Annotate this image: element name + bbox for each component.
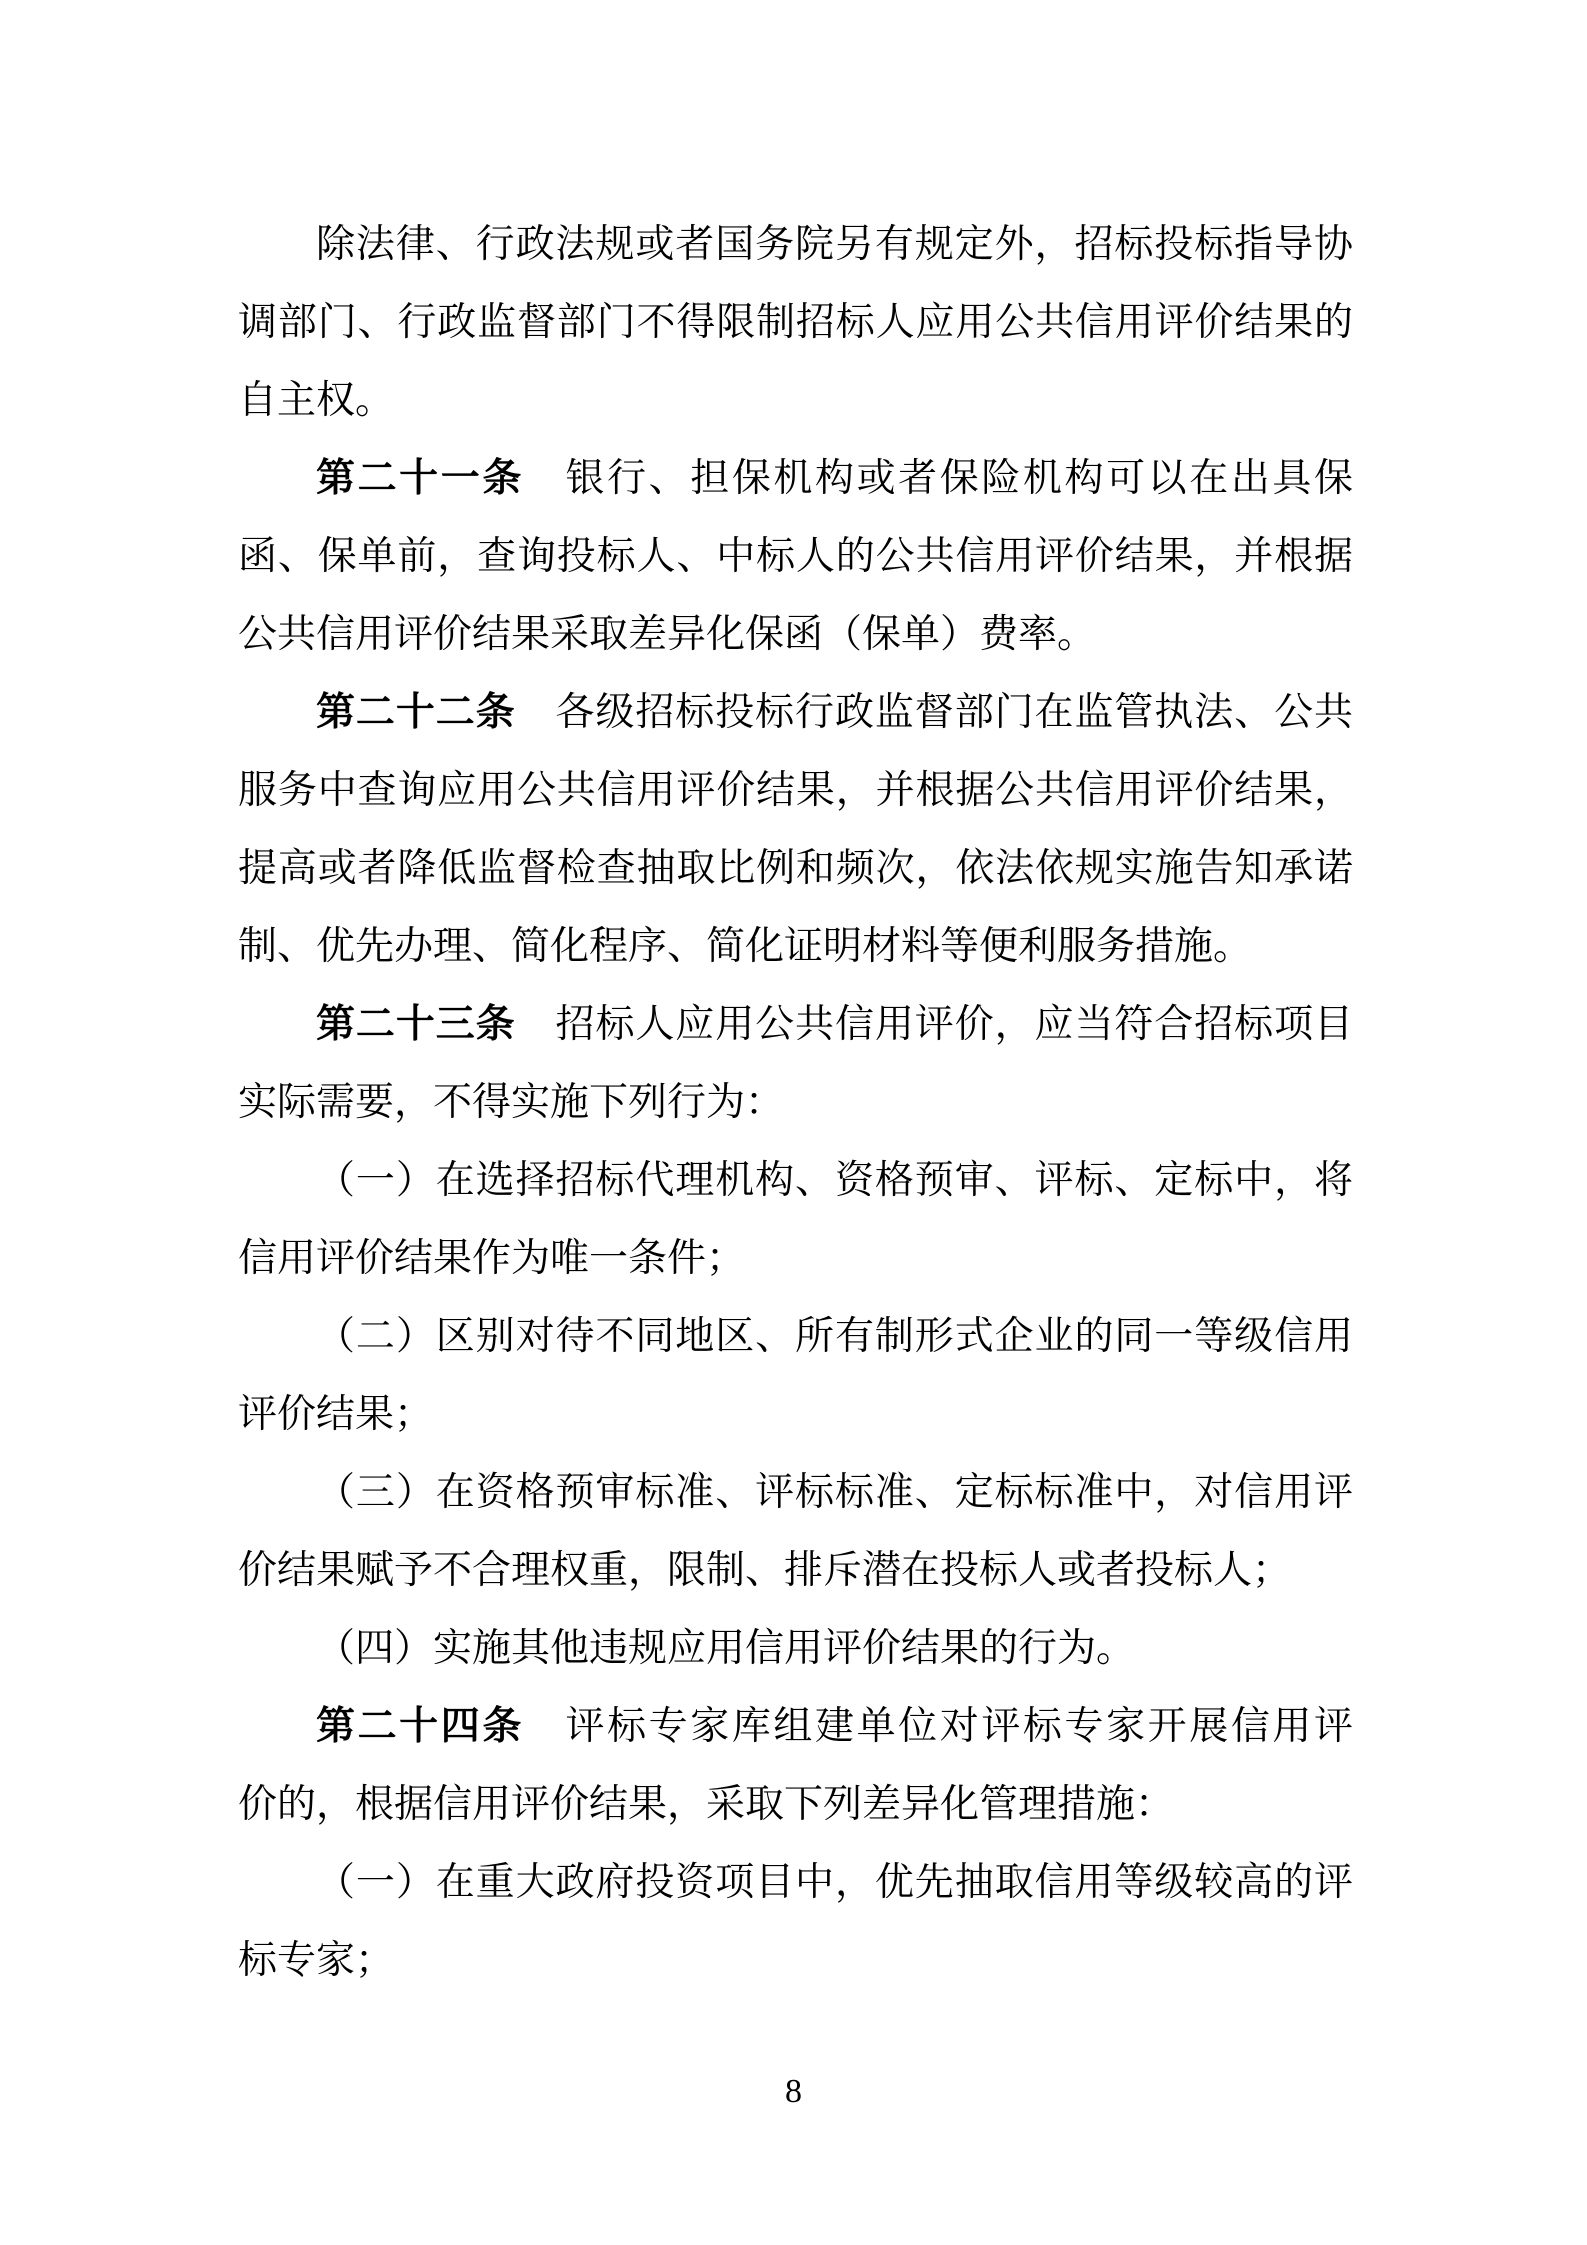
- text-line: [238, 362, 1353, 440]
- text-line: [238, 518, 1353, 596]
- text-line: [238, 1220, 1353, 1298]
- text-line: [238, 1766, 1353, 1844]
- text-line: [238, 284, 1353, 362]
- paragraph: [238, 440, 1353, 674]
- text-run: 信用评价结果作为唯一条件；: [238, 1237, 746, 1280]
- paragraph: [238, 674, 1353, 986]
- text-line: [238, 986, 1353, 1064]
- article-number: 第二十三条: [316, 1003, 516, 1046]
- text-run: 提高或者降低监督检查抽取比例和频次，依法依规实施告知承诺: [238, 847, 1353, 890]
- text-line: [238, 674, 1353, 752]
- text-run: （四）实施其他违规应用信用评价结果的行为。: [316, 1627, 1136, 1670]
- paragraph: [238, 1610, 1353, 1688]
- text-line: [238, 1454, 1353, 1532]
- text-run: 评标专家库组建单位对评标专家开展信用评: [523, 1705, 1353, 1748]
- text-run: 函、保单前，查询投标人、中标人的公共信用评价结果，并根据: [238, 535, 1353, 578]
- text-run: 各级招标投标行政监督部门在监管执法、公共: [515, 691, 1353, 734]
- text-line: [238, 1688, 1353, 1766]
- text-run: （二）区别对待不同地区、所有制形式企业的同一等级信用: [316, 1315, 1353, 1358]
- paragraph: [238, 1844, 1353, 2000]
- text-run: 自主权。: [238, 379, 395, 422]
- text-run: （一）在重大政府投资项目中，优先抽取信用等级较高的评: [316, 1861, 1353, 1904]
- text-run: 公共信用评价结果采取差异化保函（保单）费率。: [238, 613, 1097, 656]
- page-number: 8: [785, 2073, 802, 2110]
- text-run: （一）在选择招标代理机构、资格预审、评标、定标中，将: [316, 1159, 1353, 1202]
- text-run: 除法律、行政法规或者国务院另有规定外，招标投标指导协: [316, 223, 1353, 266]
- text-run: 标专家；: [238, 1939, 395, 1982]
- paragraph: [238, 206, 1353, 440]
- paragraph: [238, 1142, 1353, 1298]
- text-line: [238, 752, 1353, 830]
- text-run: 评价结果；: [238, 1393, 434, 1436]
- paragraph: [238, 1298, 1353, 1454]
- text-line: [238, 1142, 1353, 1220]
- text-run: 实际需要，不得实施下列行为：: [238, 1081, 785, 1124]
- article-number: 第二十四条: [316, 1705, 524, 1748]
- text-run: 招标人应用公共信用评价，应当符合招标项目: [515, 1003, 1353, 1046]
- text-run: 制、优先办理、简化程序、简化证明材料等便利服务措施。: [238, 925, 1253, 968]
- text-line: [238, 1064, 1353, 1142]
- paragraph: [238, 986, 1353, 1142]
- text-line: [238, 206, 1353, 284]
- article-number: 第二十一条: [316, 457, 524, 500]
- article-number: 第二十二条: [316, 691, 516, 734]
- text-line: [238, 830, 1353, 908]
- text-line: [238, 440, 1353, 518]
- paragraph: [238, 1688, 1353, 1844]
- text-line: [238, 1376, 1353, 1454]
- text-run: 价结果赋予不合理权重，限制、排斥潜在投标人或者投标人；: [238, 1549, 1292, 1592]
- text-block: [238, 206, 1353, 2000]
- text-run: 调部门、行政监督部门不得限制招标人应用公共信用评价结果的: [238, 301, 1353, 344]
- text-run: 服务中查询应用公共信用评价结果，并根据公共信用评价结果，: [238, 769, 1353, 812]
- text-line: [238, 1844, 1353, 1922]
- text-run: 银行、担保机构或者保险机构可以在出具保: [523, 457, 1353, 500]
- text-line: [238, 1922, 1353, 2000]
- text-line: [238, 596, 1353, 674]
- paragraph: [238, 1454, 1353, 1610]
- text-run: （三）在资格预审标准、评标标准、定标标准中，对信用评: [316, 1471, 1353, 1514]
- text-line: [238, 1610, 1353, 1688]
- text-run: 价的，根据信用评价结果，采取下列差异化管理措施：: [238, 1783, 1175, 1826]
- text-line: [238, 1298, 1353, 1376]
- text-line: [238, 1532, 1353, 1610]
- text-line: [238, 908, 1353, 986]
